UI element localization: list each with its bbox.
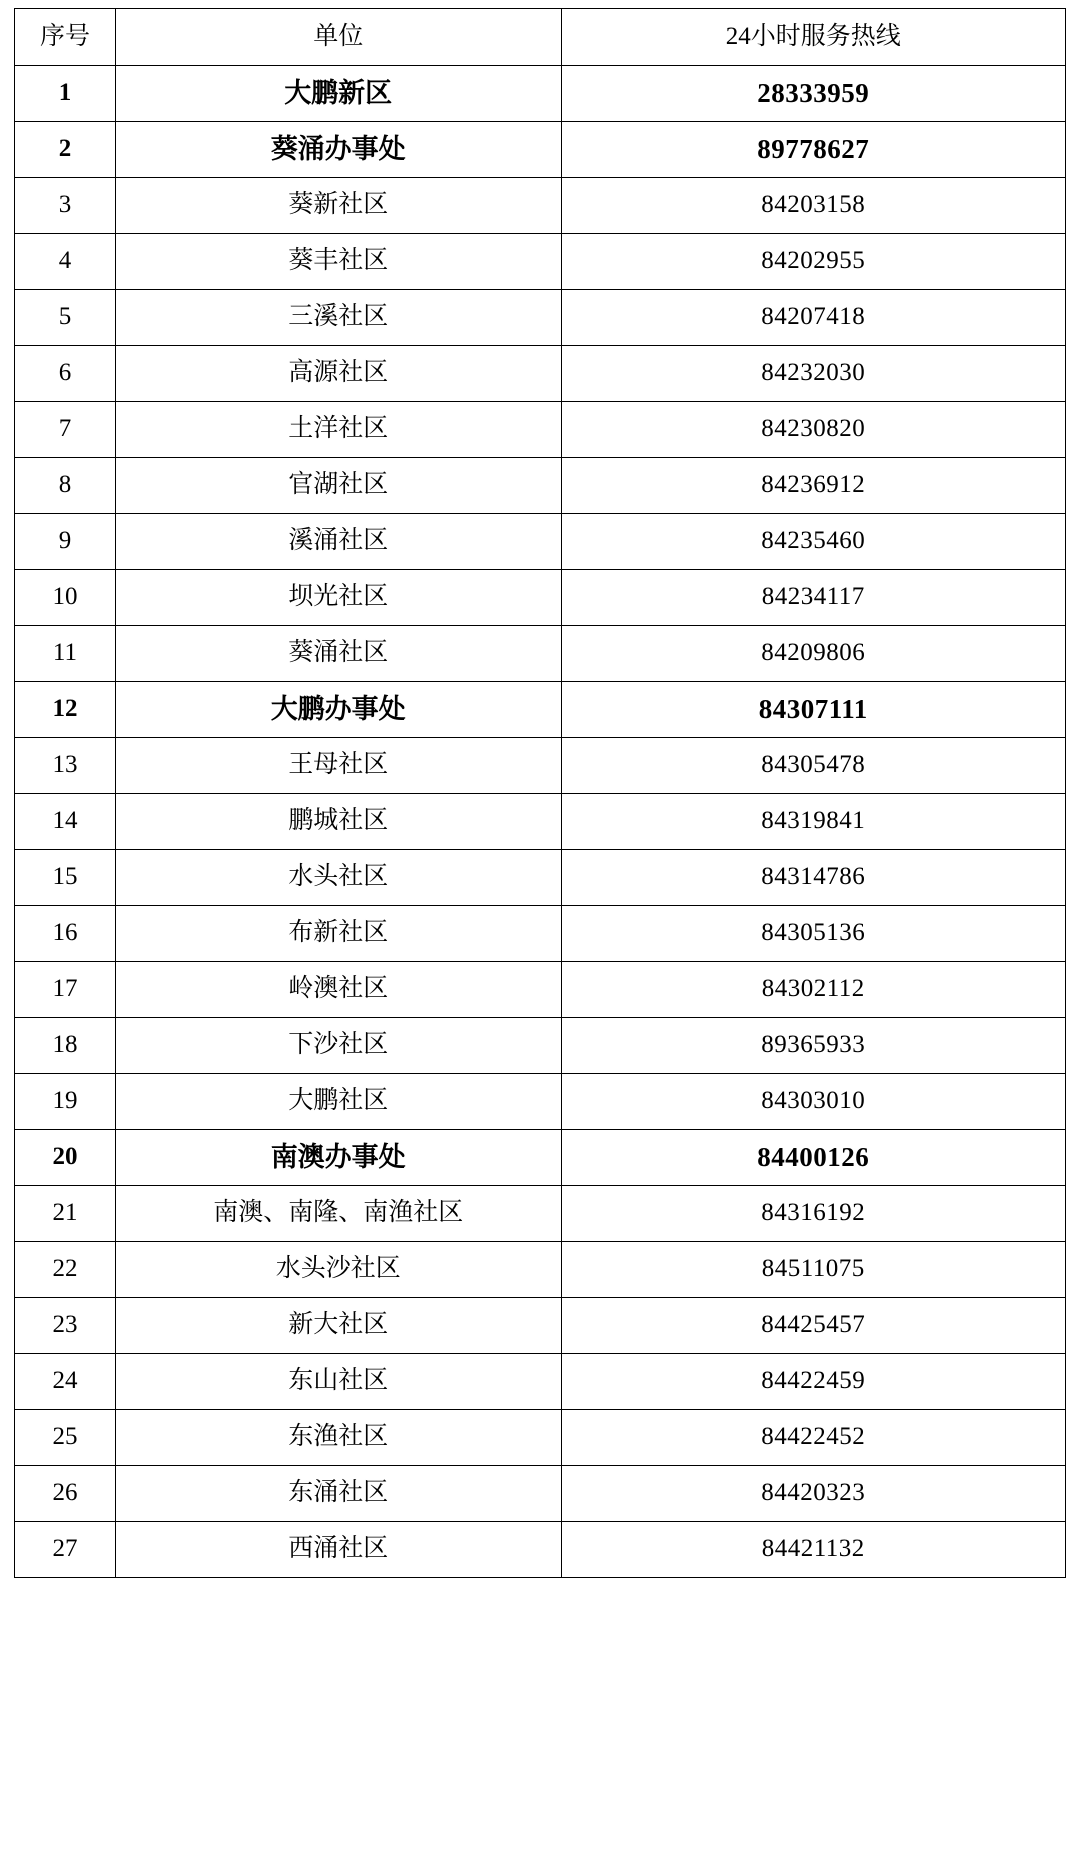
cell-index: 20 [15,1130,116,1186]
table-row [15,682,1066,738]
table-row [15,1130,1066,1186]
cell-index: 9 [15,514,116,570]
cell-index: 15 [15,850,116,906]
cell-index: 14 [15,794,116,850]
cell-phone: 89365933 [561,1018,1066,1074]
cell-index: 6 [15,346,116,402]
cell-index: 12 [15,682,116,738]
cell-unit: 水头社区 [115,850,561,906]
cell-phone: 84202955 [561,234,1066,290]
cell-unit: 坝光社区 [115,570,561,626]
cell-index: 7 [15,402,116,458]
table-row [15,1298,1066,1354]
cell-phone: 84314786 [561,850,1066,906]
cell-phone: 84235460 [561,514,1066,570]
table-row [15,402,1066,458]
cell-unit: 南澳、南隆、南渔社区 [115,1186,561,1242]
table-row [15,234,1066,290]
cell-unit: 王母社区 [115,738,561,794]
table-header [15,9,1066,66]
cell-unit: 南澳办事处 [115,1130,561,1186]
cell-unit: 东涌社区 [115,1466,561,1522]
cell-index: 19 [15,1074,116,1130]
table-header-row [15,9,1066,66]
cell-phone: 84307111 [561,682,1066,738]
cell-index: 22 [15,1242,116,1298]
cell-phone: 84203158 [561,178,1066,234]
table-row [15,626,1066,682]
cell-index: 17 [15,962,116,1018]
cell-unit: 葵涌社区 [115,626,561,682]
cell-unit: 大鹏办事处 [115,682,561,738]
column-header-index: 序号 [15,9,116,66]
table-row [15,1410,1066,1466]
cell-phone: 84425457 [561,1298,1066,1354]
cell-index: 10 [15,570,116,626]
cell-index: 18 [15,1018,116,1074]
cell-index: 16 [15,906,116,962]
cell-phone: 84230820 [561,402,1066,458]
cell-phone: 84236912 [561,458,1066,514]
cell-index: 25 [15,1410,116,1466]
cell-phone: 84234117 [561,570,1066,626]
table-row [15,962,1066,1018]
cell-unit: 高源社区 [115,346,561,402]
table-row [15,290,1066,346]
cell-phone: 84511075 [561,1242,1066,1298]
table-row [15,1074,1066,1130]
table-row [15,906,1066,962]
cell-index: 27 [15,1522,116,1578]
cell-index: 2 [15,122,116,178]
table-row [15,346,1066,402]
cell-phone: 84319841 [561,794,1066,850]
table-row [15,570,1066,626]
cell-phone: 84400126 [561,1130,1066,1186]
cell-unit: 葵丰社区 [115,234,561,290]
cell-phone: 84421132 [561,1522,1066,1578]
cell-unit: 大鹏社区 [115,1074,561,1130]
cell-unit: 官湖社区 [115,458,561,514]
cell-phone: 89778627 [561,122,1066,178]
table-row [15,1018,1066,1074]
cell-phone: 84422459 [561,1354,1066,1410]
cell-index: 5 [15,290,116,346]
cell-unit: 西涌社区 [115,1522,561,1578]
cell-unit: 三溪社区 [115,290,561,346]
cell-unit: 东山社区 [115,1354,561,1410]
cell-phone: 84316192 [561,1186,1066,1242]
column-header-phone: 24小时服务热线 [561,9,1066,66]
cell-phone: 84302112 [561,962,1066,1018]
cell-phone: 84420323 [561,1466,1066,1522]
cell-phone: 84422452 [561,1410,1066,1466]
cell-unit: 布新社区 [115,906,561,962]
cell-phone: 28333959 [561,66,1066,122]
cell-index: 23 [15,1298,116,1354]
cell-index: 3 [15,178,116,234]
cell-unit: 东渔社区 [115,1410,561,1466]
cell-phone: 84305478 [561,738,1066,794]
table-row [15,1354,1066,1410]
table-row [15,850,1066,906]
cell-unit: 葵涌办事处 [115,122,561,178]
cell-unit: 葵新社区 [115,178,561,234]
cell-index: 24 [15,1354,116,1410]
column-header-unit: 单位 [115,9,561,66]
cell-unit: 水头沙社区 [115,1242,561,1298]
cell-index: 8 [15,458,116,514]
table-row [15,122,1066,178]
cell-phone: 84209806 [561,626,1066,682]
cell-unit: 岭澳社区 [115,962,561,1018]
cell-unit: 鹏城社区 [115,794,561,850]
table-row [15,794,1066,850]
cell-phone: 84232030 [561,346,1066,402]
cell-index: 26 [15,1466,116,1522]
table-row [15,738,1066,794]
table-row [15,178,1066,234]
hotline-table [14,8,1066,1578]
cell-unit: 土洋社区 [115,402,561,458]
cell-index: 4 [15,234,116,290]
table-row [15,1242,1066,1298]
table-body [15,66,1066,1578]
cell-unit: 大鹏新区 [115,66,561,122]
cell-index: 21 [15,1186,116,1242]
cell-phone: 84207418 [561,290,1066,346]
table-row [15,1186,1066,1242]
cell-phone: 84303010 [561,1074,1066,1130]
cell-unit: 下沙社区 [115,1018,561,1074]
cell-unit: 新大社区 [115,1298,561,1354]
table-row [15,66,1066,122]
table-row [15,458,1066,514]
cell-index: 13 [15,738,116,794]
cell-phone: 84305136 [561,906,1066,962]
table-row [15,514,1066,570]
table-row [15,1522,1066,1578]
cell-index: 1 [15,66,116,122]
table-row [15,1466,1066,1522]
cell-index: 11 [15,626,116,682]
cell-unit: 溪涌社区 [115,514,561,570]
